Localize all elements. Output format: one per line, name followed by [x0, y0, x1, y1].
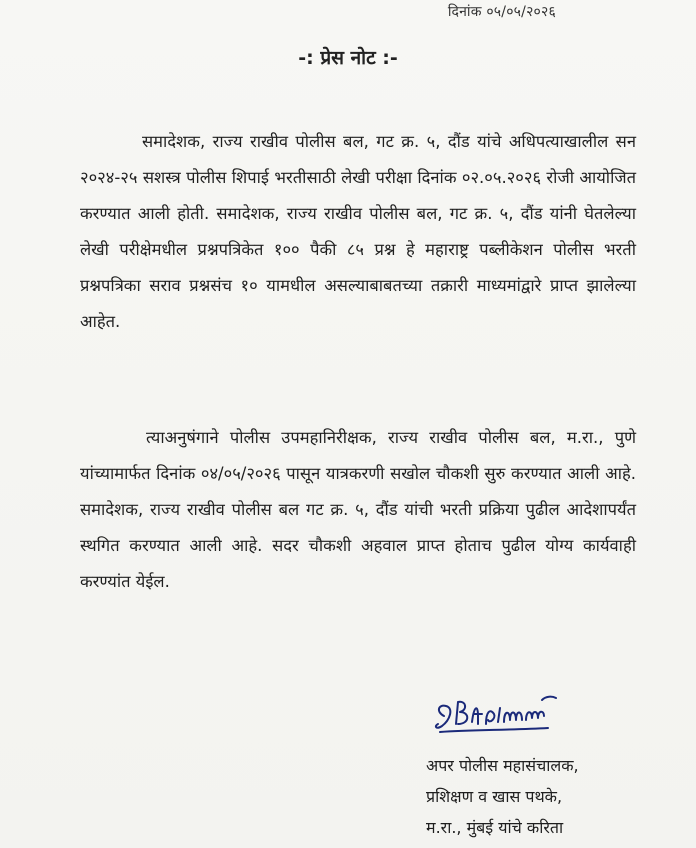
- paragraph-2-text: त्याअनुषंगाने पोलीस उपमहानिरीक्षक, राज्य राखीव पोलीस बल, म.रा., पुणे यांच्यामार्फत दिनांक ०४/०५/२०२६ पासून यात्रकरणी सखोल चौकशी सुरु करण्यात आली आहे. समादेशक, राज्य राखीव पोलीस बल गट क्र. ५, दौंड यांची भरती प्रक्रिया पुढील आदेशापर्यंत स्थगित करण्यात आली आहे. सदर चौकशी अहवाल प्राप्त होताच पुढील योग्य कार्यवाही करण्यांत येईल.: [80, 428, 636, 591]
- handwritten-signature: [430, 686, 570, 746]
- paragraph-1-text: समादेशक, राज्य राखीव पोलीस बल, गट क्र. ५, दौंड यांचे अधिपत्याखालील सन २०२४-२५ सशस्त्र पोलीस शिपाई भरतीसाठी लेखी परीक्षा दिनांक ०२.०५.२०२६ रोजी आयोजित करण्यात आली होती. समादेशक, राज्य राखीव पोलीस बल, गट क्र. ५, दौंड यांनी घेतलेल्या लेखी परीक्षेमधील प्रश्नपत्रिकेत १०० पैकी ८५ प्रश्न हे महाराष्ट्र पब्लीकेशन पोलीस भरती प्रश्नपत्रिका सराव प्रश्नसंच १० यामधील असल्याबाबतच्या तक्रारी माध्यमांद्वारे प्राप्त झालेल्या आहेत.: [80, 132, 636, 331]
- signatory-line-1: अपर पोलीस महासंचालक,: [426, 756, 579, 775]
- signatory-block: [426, 750, 666, 843]
- signatory-line-3: म.रा., मुंबई यांचे करिता: [426, 818, 564, 837]
- document-date: दिनांक ०५/०५/२०२६: [447, 4, 556, 20]
- signatory-line-2: प्रशिक्षण व खास पथके,: [426, 787, 563, 806]
- paragraph-2: [80, 420, 636, 600]
- document-title: -: प्रेस नोट :-: [298, 47, 398, 69]
- paragraph-1: [80, 124, 636, 340]
